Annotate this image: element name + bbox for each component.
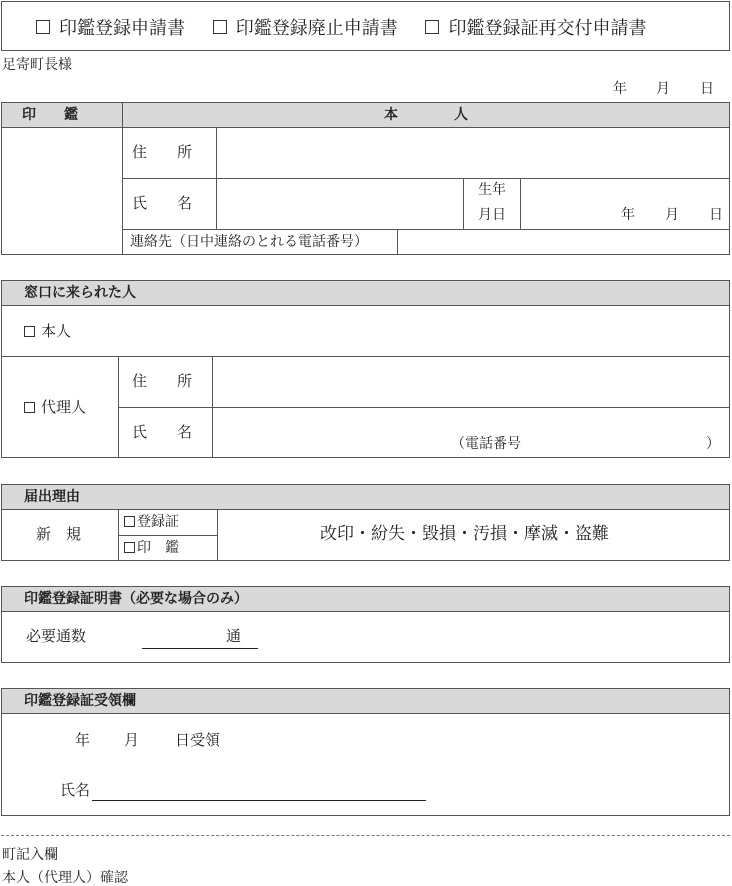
date-year: 年	[613, 81, 627, 97]
agent-name-label: 氏 名	[132, 423, 193, 441]
birth-day: 日	[709, 207, 723, 223]
checkbox-icon[interactable]	[124, 542, 135, 553]
reason-option-seal[interactable]	[124, 541, 179, 555]
option-label: 印鑑登録証再交付申請書	[448, 18, 647, 39]
name-field[interactable]	[218, 180, 462, 228]
form-type-options	[36, 14, 668, 40]
reason-option-card[interactable]	[124, 515, 179, 529]
date-day: 日	[700, 81, 714, 97]
visitor-self-option[interactable]	[24, 324, 71, 339]
receipt-name-field[interactable]	[92, 778, 426, 800]
certificate-section-title: 印鑑登録証明書（必要な場合のみ）	[24, 591, 248, 607]
applicant-header-row	[1, 102, 730, 128]
cut-line	[1, 835, 730, 836]
birth-month: 月	[665, 207, 679, 223]
checkbox-icon[interactable]	[124, 516, 135, 527]
checkbox-icon[interactable]	[36, 20, 50, 34]
option-label: 印 鑑	[137, 540, 179, 556]
identity-confirm-label: 本人（代理人）確認	[2, 870, 128, 886]
visitor-agent-option[interactable]	[24, 400, 86, 415]
reason-header-row	[1, 484, 730, 510]
name-label: 氏 名	[132, 194, 193, 212]
reason-list[interactable]: 改印・紛失・毀損・汚損・摩滅・盗難	[320, 524, 609, 544]
required-count-field[interactable]	[142, 625, 226, 647]
agent-address-field[interactable]	[214, 358, 728, 406]
seal-impression-area[interactable]	[2, 129, 121, 254]
checkbox-icon[interactable]	[24, 402, 35, 413]
receipt-month: 月	[124, 731, 140, 749]
contact-phone-field[interactable]	[399, 230, 729, 254]
birth-label-line1: 生年	[478, 182, 506, 198]
checkbox-icon[interactable]	[425, 20, 439, 34]
reason-new-label: 新 規	[36, 525, 82, 543]
visitor-section-title: 窓口に来られた人	[24, 285, 136, 301]
addressee: 足寄町長様	[2, 57, 72, 73]
office-use-label: 町記入欄	[2, 847, 58, 863]
checkbox-icon[interactable]	[213, 20, 227, 34]
required-count-label: 必要通数	[26, 627, 87, 645]
receipt-section-title: 印鑑登録証受領欄	[24, 693, 136, 709]
agent-phone-label: （電話番号	[451, 436, 521, 452]
receipt-name-label: 氏名	[60, 781, 91, 799]
birth-year: 年	[621, 207, 635, 223]
seal-header: 印 鑑	[22, 107, 78, 123]
birth-label-line2: 月日	[478, 207, 506, 223]
date-month: 月	[656, 81, 670, 97]
option-label: 代理人	[41, 398, 87, 416]
option-label: 印鑑登録廃止申請書	[235, 18, 398, 39]
receipt-year: 年	[75, 731, 91, 749]
address-field[interactable]	[218, 129, 728, 177]
reason-section-title: 届出理由	[24, 489, 80, 505]
required-count-unit: 通	[226, 627, 242, 645]
receipt-name-underline	[92, 800, 426, 801]
required-count-underline	[142, 648, 258, 649]
agent-phone-close: ）	[706, 436, 720, 452]
option-label: 本人	[41, 322, 72, 340]
option-label: 印鑑登録申請書	[59, 18, 185, 39]
option-seal-abolition[interactable]	[213, 14, 398, 40]
agent-address-label: 住 所	[132, 372, 193, 390]
checkbox-icon[interactable]	[24, 326, 35, 337]
receipt-day-received: 日受領	[175, 731, 221, 749]
option-card-reissue[interactable]	[425, 14, 646, 40]
option-seal-registration[interactable]	[36, 14, 185, 40]
contact-label: 連絡先（日中連絡のとれる電話番号）	[130, 234, 368, 250]
person-header: 本 人	[384, 107, 468, 123]
option-label: 登録証	[137, 514, 179, 530]
address-label: 住 所	[132, 143, 193, 161]
